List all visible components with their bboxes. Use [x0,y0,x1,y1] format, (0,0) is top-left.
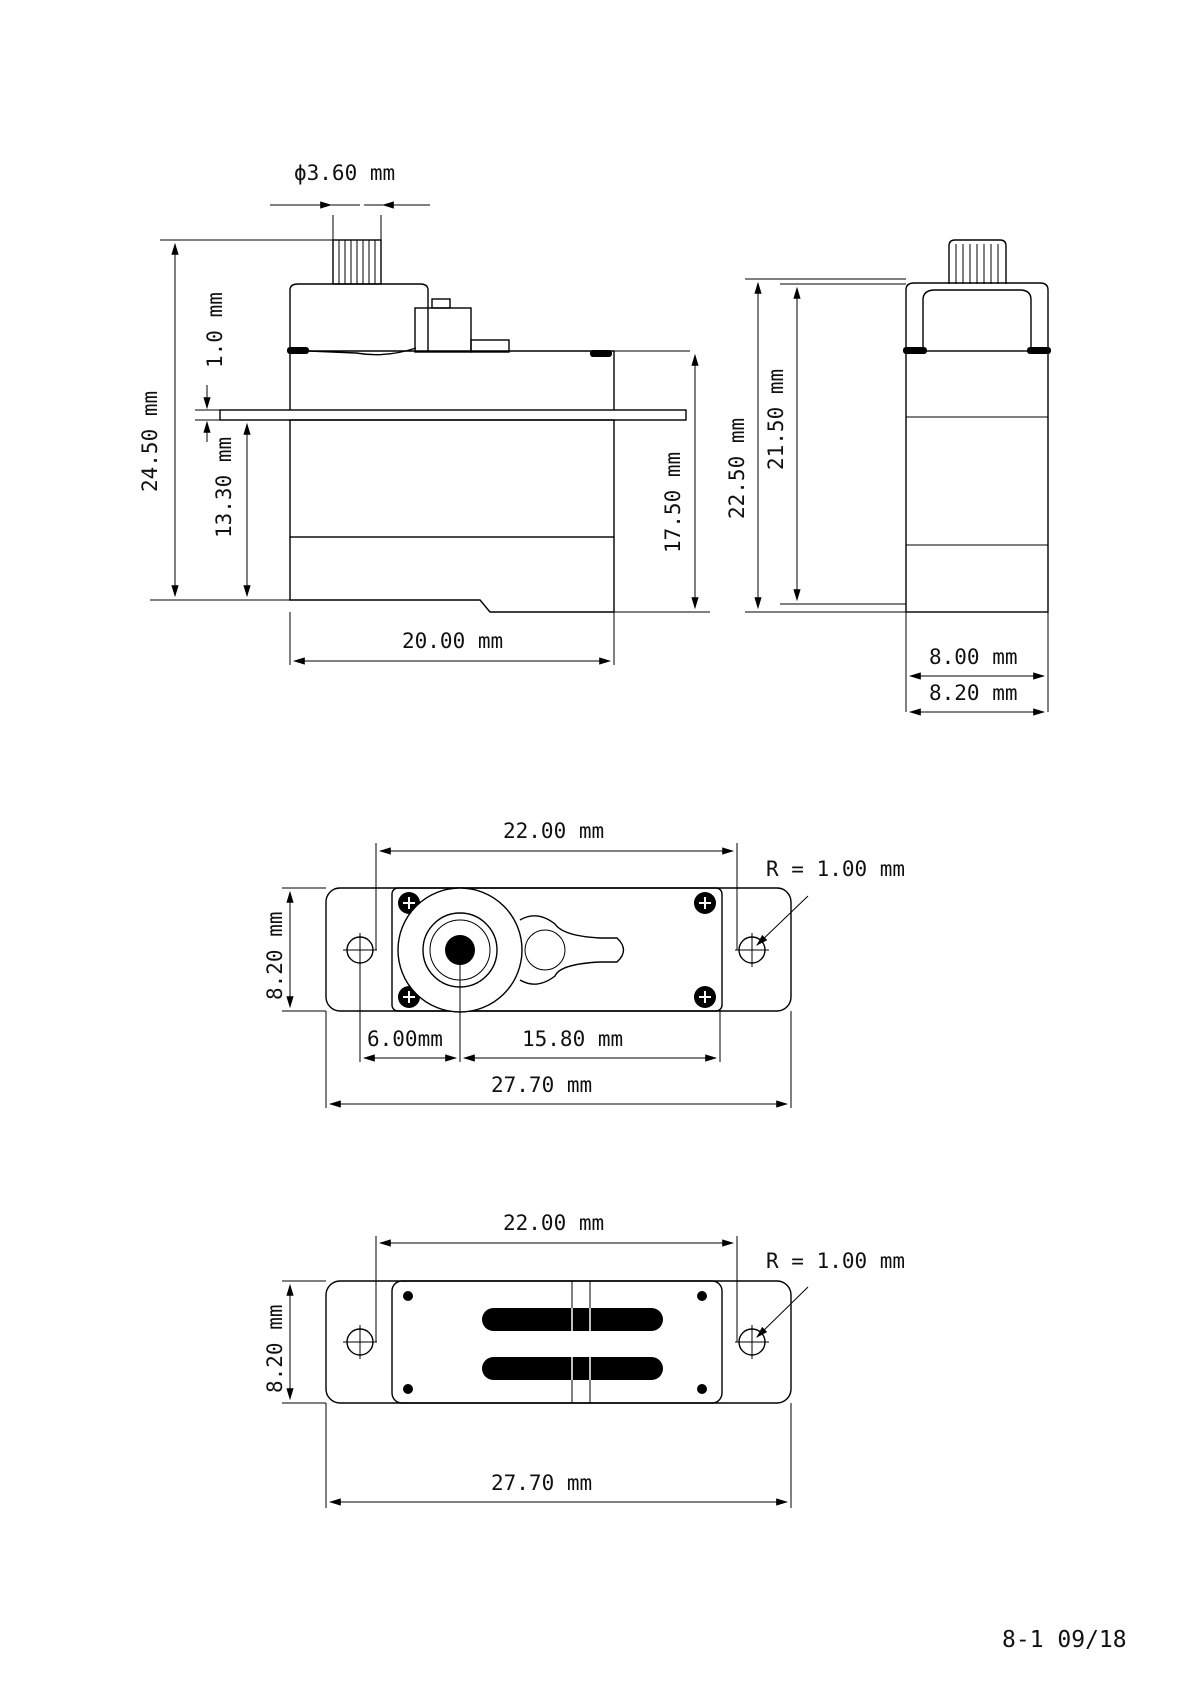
upper-case [290,351,614,410]
gear-housing-top [290,284,428,351]
bottom-hole-spacing-label: 22.00 mm [503,1211,605,1235]
top-view [263,819,905,1108]
main-case [290,420,614,537]
shaft-offset-label: 6.00mm [367,1027,443,1051]
top-hole-radius-label: R = 1.00 mm [766,857,906,881]
end-spline [949,240,1006,284]
flange-to-top-label: 17.50 mm [661,451,685,553]
end-width-inner-label: 8.00 mm [929,645,1018,669]
bottom-overall-length-label: 27.70 mm [491,1471,593,1495]
bottom-view [263,1211,905,1508]
case-length-label: 20.00 mm [402,629,504,653]
shaft-to-hole-label: 15.80 mm [522,1027,624,1051]
end-height-inner-label: 21.50 mm [764,368,788,470]
bottom-hole-radius-label: R = 1.00 mm [766,1249,906,1273]
bottom-left-mounting-hole [343,1325,377,1359]
sheet-reference: 8-1 09/18 [1002,1627,1127,1653]
bottom-flange [326,1281,791,1403]
screw-icon [403,1291,413,1301]
end-view [725,240,1051,712]
mounting-flange [220,410,686,420]
end-body [906,351,1048,612]
total-height-label: 24.50 mm [138,390,162,492]
screw-icon [694,986,716,1008]
top-hole-spacing-label: 22.00 mm [503,819,605,843]
end-width-outer-label: 8.20 mm [929,681,1018,705]
gear-bump [415,308,471,352]
bottom-flange-width-label: 8.20 mm [263,1304,287,1393]
shaft-diameter-label: ϕ3.60 mm [294,161,396,185]
flange-thickness-label: 1.0 mm [203,292,227,368]
screw-icon [697,1291,707,1301]
bottom-cover-plate [392,1281,722,1403]
side-view [138,161,710,665]
screw-icon [697,1384,707,1394]
bottom-to-flange-label: 13.30 mm [212,436,236,538]
top-flange-width-label: 8.20 mm [263,911,287,1000]
output-spline [333,240,381,284]
bottom-cover [290,537,614,612]
top-flange [326,888,791,1011]
top-overall-length-label: 27.70 mm [491,1073,593,1097]
end-height-outer-label: 22.50 mm [725,417,749,519]
screw-icon [694,892,716,914]
screw-icon [403,1384,413,1394]
